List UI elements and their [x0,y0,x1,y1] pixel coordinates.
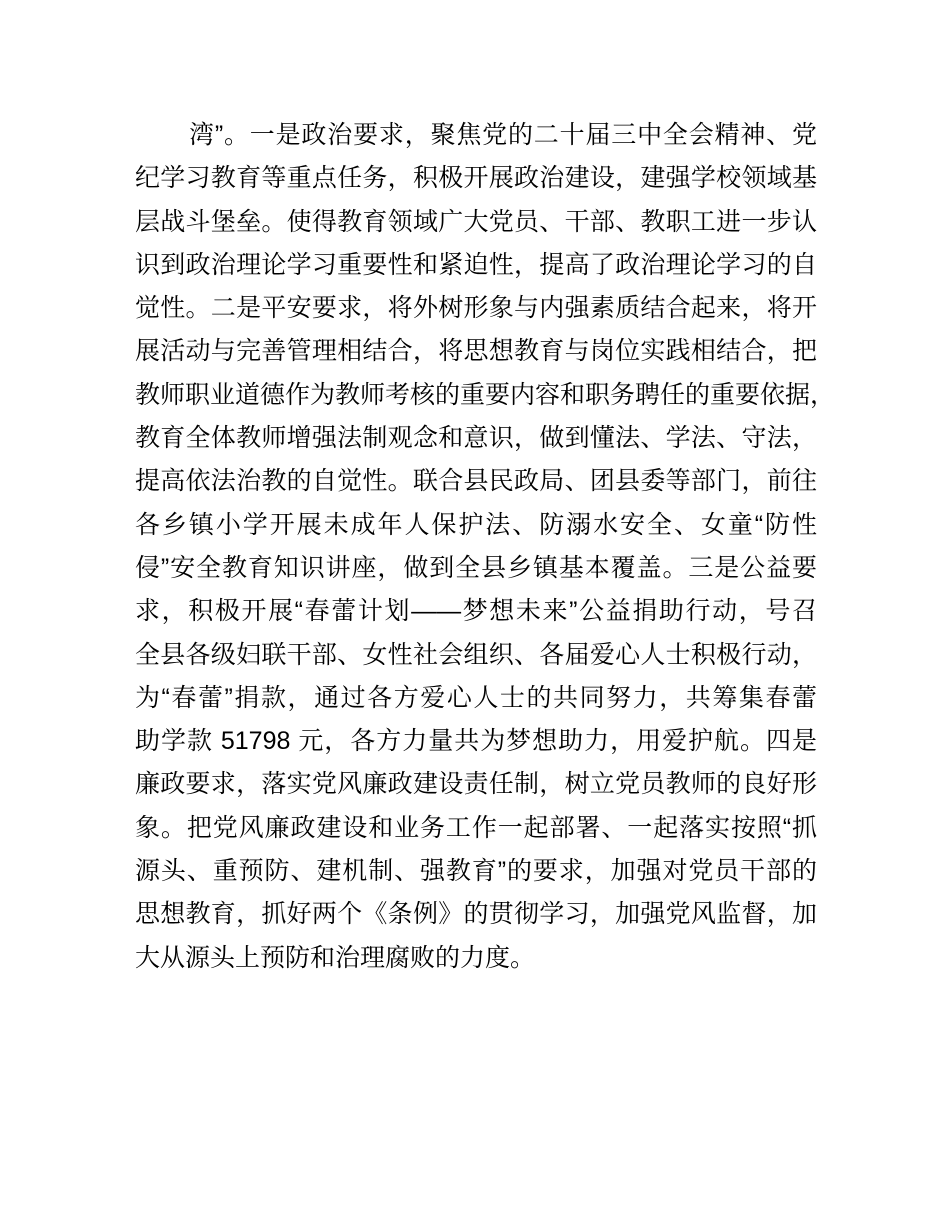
text-line: 思想教育，抓好两个《条例》的贯彻学习，加强党风监督，加 [135,900,817,929]
text-line: 各乡镇小学开展未成年人保护法、防溺水安全、女童“防性 [135,510,817,539]
text-line: 觉性。二是平安要求，将外树形象与内强素质结合起来，将开 [135,294,817,323]
text-line: 湾”。一是政治要求，聚焦党的二十届三中全会精神、党 [189,121,817,149]
text-line: 大从源头上预防和治理腐败的力度。 [135,943,536,972]
text-line: 展活动与完善管理相结合，将思想教育与岗位实践相结合，把 [135,337,817,366]
text-line: 廉政要求，落实党风廉政建设责任制，树立党员教师的良好形 [135,770,817,799]
text-line: 为“春蕾”捐款，通过各方爱心人士的共同努力，共筹集春蕾 [135,683,817,712]
text-line: 教师职业道德作为教师考核的重要内容和职务聘任的重要依据， [135,380,836,409]
text-line: 全县各级妇联干部、女性社会组织、各届爱心人士积极行动， [135,640,817,669]
text-line: 象。把党风廉政建设和业务工作一起部署、一起落实按照“抓 [135,813,817,842]
text-line: 提高依法治教的自觉性。联合县民政局、团县委等部门，前往 [135,467,817,496]
text-line: 源头、重预防、建机制、强教育”的要求，加强对党员干部的 [135,857,817,886]
text-line: 纪学习教育等重点任务，积极开展政治建设，建强学校领域基 [135,164,817,193]
text-line: 侵”安全教育知识讲座，做到全县乡镇基本覆盖。三是公益要 [135,553,817,582]
text-line: 助学款 51798 元，各方力量共为梦想助力，用爱护航。四是 [135,727,817,756]
text-block [135,114,836,980]
text-line: 求，积极开展“春蕾计划——梦想未来”公益捐助行动，号召 [135,597,817,626]
text-line: 识到政治理论学习重要性和紧迫性，提高了政治理论学习的自 [135,250,817,279]
text-line: 层战斗堡垒。使得教育领域广大党员、干部、教职工进一步认 [135,207,817,236]
text-line: 教育全体教师增强法制观念和意识，做到懂法、学法、守法， [135,424,817,453]
